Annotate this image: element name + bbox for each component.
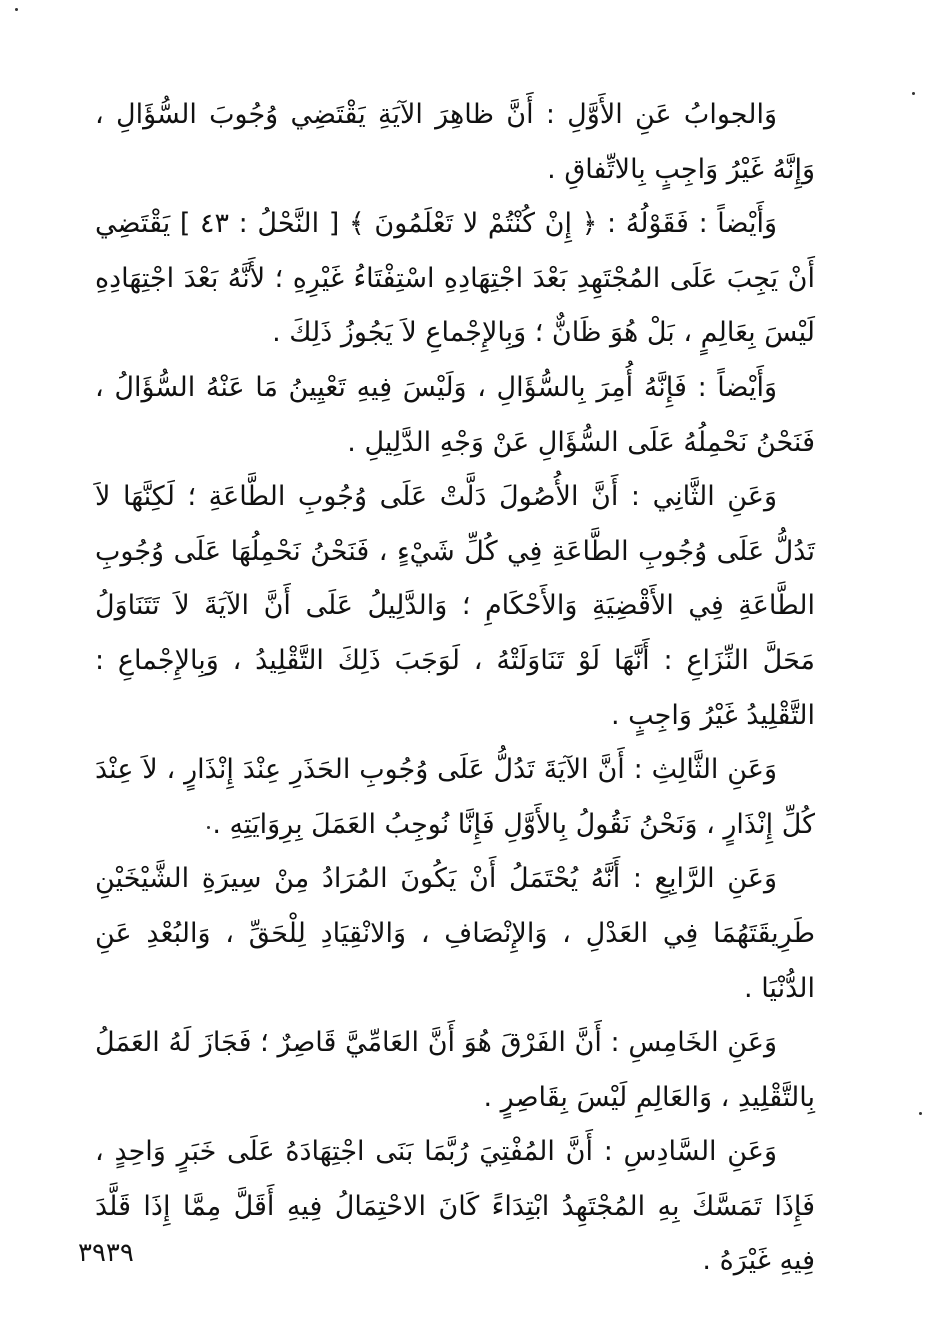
scan-speck <box>912 92 915 95</box>
paragraph-answer-third: وَعَنِ الثَّالِثِ : أَنَّ الآيَةَ تَدُلُّ عَلَى وُجُوبِ الحَذَرِ عِنْدَ إِنْذَارٍ ، لاَ عِنْدَ كُلِّ إِنْذَارٍ ، وَنَحْنُ نَقُولُ بِالأَوَّلِ فَإِنَّا نُوجِبُ العَمَلَ بِرِوَايَتِهِ . <box>95 754 815 840</box>
paragraph-also-quran-verse: وَأَيْضاً : فَقَوْلُهُ : ﴿ إِنْ كُنْتُمْ لا تَعْلَمُونَ ﴾ [ النَّحْلُ : ٤٣ ] يَقْتَضِي أَنْ يَجِبَ عَلَى المُجْتَهِدِ بَعْدَ اجْتِهَادِهِ اسْتِفْتَاءُ غَيْرِهِ ؛ لأَنَّهُ بَعْدَ اجْتِهَادِهِ لَيْسَ بِعَالِمٍ ، بَلْ هُوَ ظَانٌّ ؛ وَبِالإِجْماعِ لاَ يَجُوزُ ذَلِكَ . <box>95 208 815 349</box>
scan-speck <box>919 1112 922 1115</box>
paragraph-also-asking: وَأَيْضاً : فَإِنَّهُ أُمِرَ بِالسُّؤَالِ ، وَلَيْسَ فِيهِ تَعْيِينُ مَا عَنْهُ السُّؤَالُ ، فَنَحْنُ نَحْمِلُهُ عَلَى السُّؤَالِ عَنْ وَجْهِ الدَّلِيلِ . <box>95 371 815 458</box>
paragraph-answer-fourth: وَعَنِ الرَّابِعِ : أَنَّهُ يُحْتَمَلُ أَنْ يَكُونَ المُرَادُ مِنْ سِيرَةِ الشَّيْخَيْنِ طَرِيقَتَهُمَا فِي العَدْلِ ، وَالإِنْصَافِ ، وَالانْقِيَادِ لِلْحَقِّ ، وَالبُعْدِ عَنِ الدُّنْيَا . <box>95 863 815 1004</box>
paragraph-answer-fifth: وَعَنِ الخَامِسِ : أَنَّ الفَرْقَ هُوَ أَنَّ العَامِّيَّ قَاصِرٌ ؛ فَجَازَ لَهُ العَمَلُ بِالتَّقْلِيدِ ، وَالعَالِمِ لَيْسَ بِقَاصِرٍ . <box>95 1027 815 1113</box>
body-text <box>95 88 815 1289</box>
paragraph-answer-first: وَالجوابُ عَنِ الأَوَّلِ : أَنَّ ظاهِرَ الآيَةِ يَقْتَضِي وُجُوبَ السُّؤَالِ ، وَإِنَّهُ غَيْرُ وَاجِبٍ بِالاتِّفاقِ . <box>95 99 815 185</box>
paragraph-answer-sixth: وَعَنِ السَّادِسِ : أَنَّ المُفْتِيَ رُبَّمَا بَنَى اجْتِهَادَهُ عَلَى خَبَرٍ وَاحِدٍ ، فَإِذَا تَمَسَّكَ بِهِ المُجْتَهِدُ ابْتِدَاءً كَانَ الاحْتِمَالُ فِيهِ أَقَلَّ مِمَّا إِذَا قَلَّدَ فِيهِ غَيْرَهُ . <box>95 1136 815 1277</box>
scan-speck <box>15 8 18 11</box>
page-number: ٣٩٣٩ <box>78 1238 134 1268</box>
paragraph-answer-second: وَعَنِ الثَّانِي : أَنَّ الأُصُولَ دَلَّتْ عَلَى وُجُوبِ الطَّاعَةِ ؛ لَكِنَّهَا لاَ تَدُلُّ عَلَى وُجُوبِ الطَّاعَةِ فِي كُلِّ شَيْءٍ ، فَنَحْنُ نَحْمِلُهَا عَلَى وُجُوبِ الطَّاعَةِ فِي الأَقْضِيَةِ وَالأَحْكَامِ ؛ وَالدَّلِيلُ عَلَى أَنَّ الآيَةَ لاَ تَتَنَاوَلُ مَحَلَّ النِّزَاعِ : أَنَّهَا لَوْ تَنَاوَلَتْهُ ، لَوَجَبَ ذَلِكَ التَّقْلِيدُ ، وَبِالإِجْماعِ : التَّقْلِيدُ غَيْرُ وَاجِبٍ . <box>95 481 815 731</box>
scan-speck <box>207 826 210 829</box>
